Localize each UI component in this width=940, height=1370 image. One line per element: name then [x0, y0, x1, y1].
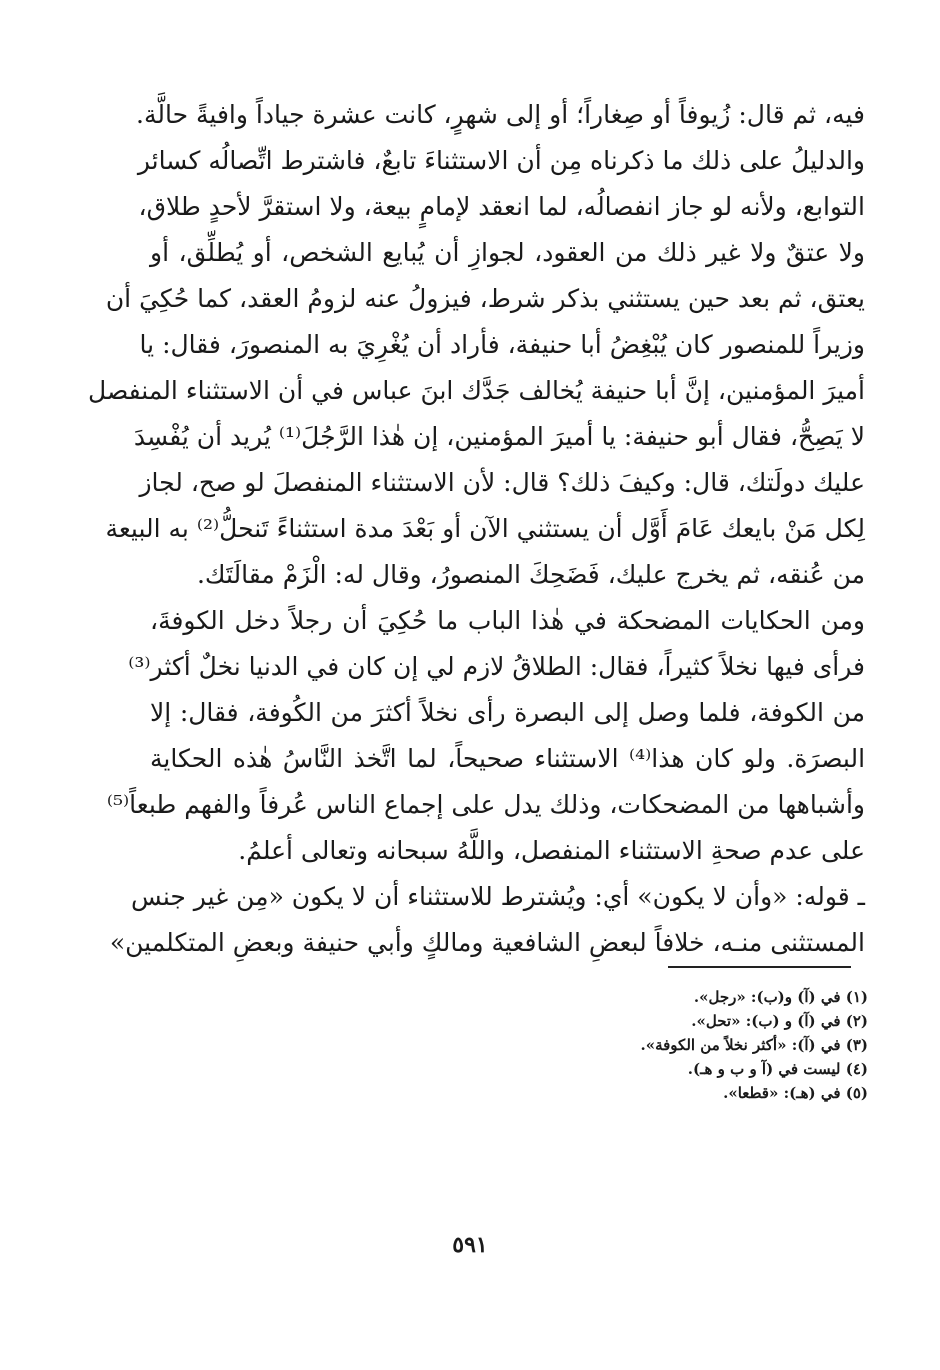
text-line: البصرَة. ولو كان هذا⁽⁴⁾ الاستثناء صحيحاً، لما اتَّخذ النَّاسُ هٰذه الحكاية	[150, 744, 866, 773]
footnotes-block	[500, 985, 868, 1105]
page-number: ٥٩١	[452, 1232, 488, 1258]
text-line: لِكل مَنْ بايعك عَامَ أَوَّل أن يستثني الآن أو بَعْدَ مدة استثناءً تَنحلُّ⁽²⁾ به البيعة	[105, 514, 865, 543]
footnote: (١) في (آ) و(ب): «رجل».	[693, 988, 868, 1006]
text-line: على عدم صحةِ الاستثناء المنفصل، واللَّهُ سبحانه وتعالى أعلمُ.	[238, 836, 865, 865]
text-line: فرأى فيها نخلاً كثيراً، فقال: الطلاقُ لازم لي إن كان في الدنيا نخلٌ أكثر⁽³⁾	[128, 652, 865, 681]
text-line: وأشباهها من المضحكات، وذلك يدل على إجماع الناس عُرفاً والفهم طبعاً⁽⁵⁾	[106, 790, 865, 819]
footnote: (٣) في (آ): «أكثر نخلاً من الكوفة».	[640, 1036, 868, 1054]
text-line: يعتق، ثم بعد حين يستثني بذكر شرط، فيزولُ عنه لزومُ العقد، كما حُكِيَ أن	[105, 284, 865, 313]
text-line: فيه، ثم قال: زُيوفاً أو صِغاراً؛ أو إلى شهرٍ، كانت عشرة جياداً وافيةً حالَّة.	[136, 100, 865, 129]
text-line: التوابع، ولأنه لو جاز انفصالُه، لما انعقد لإمامٍ بيعة، ولا استقرَّ لأحدٍ طلاق،	[138, 192, 865, 221]
text-line: ـ قوله: «وأن لا يكون» أي: ويُشترط للاستثناء أن لا يكون «مِن غير جنس	[130, 882, 865, 911]
text-line: من الكوفة، فلما وصل إلى البصرة رأى نخلاً أكثرَ من الكُوفة، فقال: إلا	[150, 698, 865, 727]
text-line: ولا عتقٌ ولا غير ذلك من العقود، لجوازِ أن يُبايع الشخص، أو يُطلِّق، أو	[150, 238, 865, 267]
footnote: (٤) ليست في (آ و ب و هـ).	[687, 1060, 868, 1078]
text-line: والدليلُ على ذلك ما ذكرناه مِن أن الاستثناءَ تابعٌ، فاشترط اتِّصالُه كسائر	[137, 146, 865, 175]
text-line: عليك دولَتك، قال: وكيفَ ذلك؟ قال: لأن الاستثناء المنفصلَ لو صح، لجاز	[139, 468, 865, 497]
footnote: (٢) في (آ) و (ب): «تحل».	[691, 1012, 868, 1030]
text-line: لا يَصِحُّ، فقال أبو حنيفة: يا أميرَ المؤمنين، إن هٰذا الرَّجُلَ⁽¹⁾ يُريد أن يُفْسِدَ	[133, 422, 865, 451]
footnote-divider	[668, 966, 851, 968]
text-line: أميرَ المؤمنين، إنَّ أبا حنيفة يُخالف جَدَّك ابنَ عباس في أن الاستثناء المنفصل	[88, 376, 865, 405]
text-line: المستثنى منـه، خلافاً لبعضِ الشافعية ومالكٍ وأبي حنيفة وبعضِ المتكلمين»	[109, 928, 865, 957]
footnote: (٥) في (هـ): «قطعا».	[723, 1084, 868, 1102]
main-text-block	[88, 92, 866, 966]
text-line: ومن الحكايات المضحكة في هٰذا الباب ما حُكِيَ أن رجلاً دخل الكوفةَ،	[150, 606, 865, 635]
text-line: من عُنقه، ثم يخرج عليك، فَضَحِكَ المنصورُ، وقال له: الْزَمْ مقالَتَك.	[196, 560, 865, 589]
text-line: وزيراً للمنصور كان يُبْغِضُ أبا حنيفة، فأراد أن يُغْرِيَ به المنصورَ، فقال: يا	[139, 330, 865, 359]
